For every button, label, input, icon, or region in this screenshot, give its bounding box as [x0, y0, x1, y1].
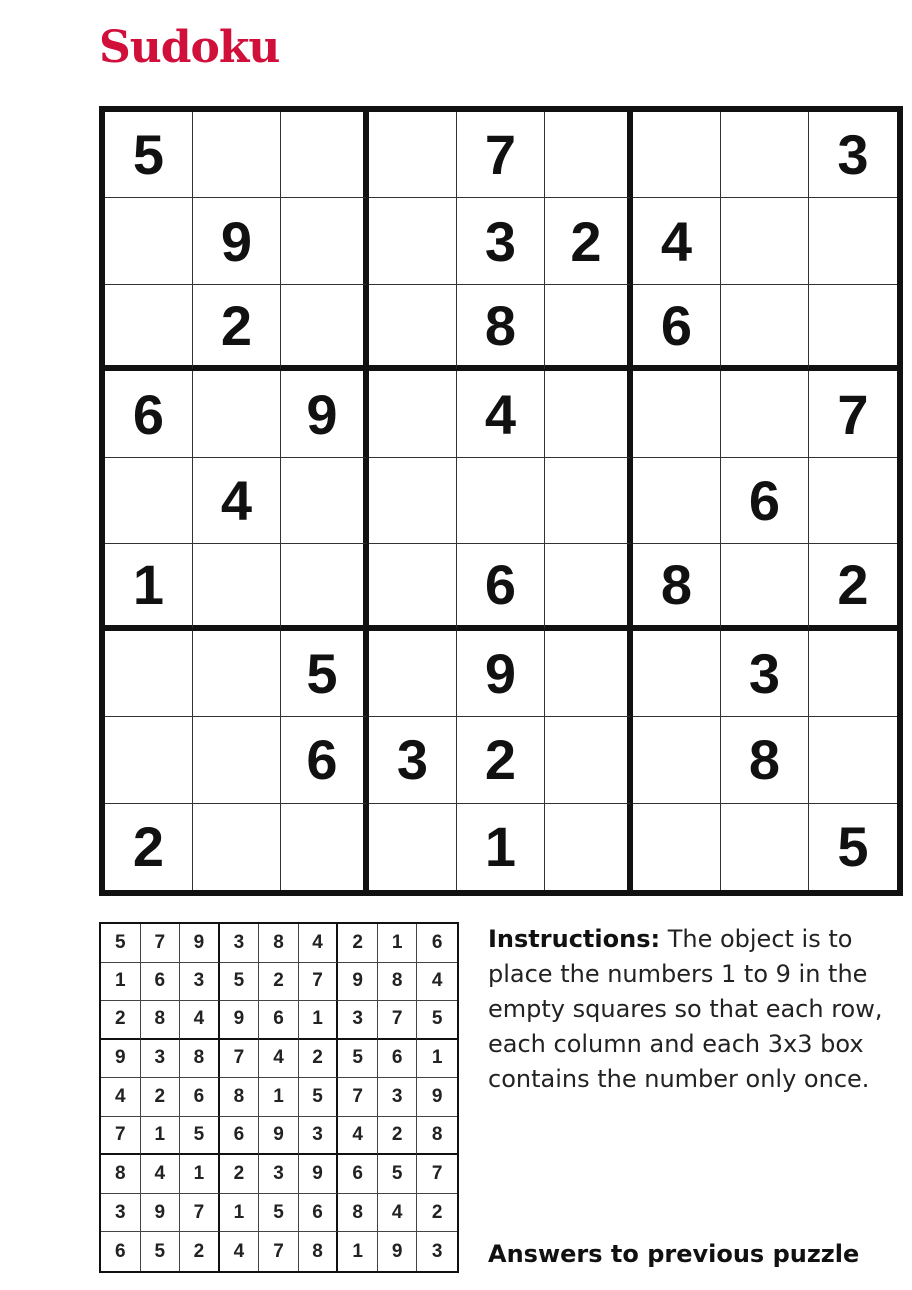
puzzle-cell-r1c7 — [633, 112, 721, 198]
answer-cell-r5c8: 3 — [378, 1078, 418, 1117]
puzzle-cell-r8c4: 3 — [369, 717, 457, 803]
puzzle-cell-r6c9: 2 — [809, 544, 897, 630]
puzzle-cell-r7c3: 5 — [281, 631, 369, 717]
answer-cell-r1c5: 8 — [259, 924, 299, 963]
puzzle-cell-r9c6 — [545, 804, 633, 890]
answer-cell-r8c6: 6 — [299, 1194, 339, 1233]
answer-cell-r2c5: 2 — [259, 963, 299, 1002]
answer-cell-r9c7: 1 — [338, 1232, 378, 1271]
puzzle-cell-r2c6: 2 — [545, 198, 633, 284]
puzzle-cell-r6c8 — [721, 544, 809, 630]
puzzle-cell-r7c4 — [369, 631, 457, 717]
puzzle-cell-r3c8 — [721, 285, 809, 371]
puzzle-cell-r3c5: 8 — [457, 285, 545, 371]
puzzle-cell-r1c4 — [369, 112, 457, 198]
answer-cell-r8c2: 9 — [141, 1194, 181, 1233]
puzzle-cell-r9c7 — [633, 804, 721, 890]
answer-cell-r3c8: 7 — [378, 1001, 418, 1040]
puzzle-cell-r3c4 — [369, 285, 457, 371]
answer-cell-r2c7: 9 — [338, 963, 378, 1002]
answer-cell-r1c7: 2 — [338, 924, 378, 963]
answer-cell-r7c9: 7 — [417, 1155, 457, 1194]
answer-cell-r9c4: 4 — [220, 1232, 260, 1271]
answer-cell-r7c1: 8 — [101, 1155, 141, 1194]
puzzle-cell-r5c5 — [457, 458, 545, 544]
puzzle-cell-r6c6 — [545, 544, 633, 630]
puzzle-cell-r1c8 — [721, 112, 809, 198]
puzzle-cell-r1c3 — [281, 112, 369, 198]
instructions-text: The object is to place the numbers 1 to 9 in the empty squares so that each row, each column and each 3x3 box contains the number only once. — [488, 925, 883, 1093]
puzzle-cell-r1c1: 5 — [105, 112, 193, 198]
answer-cell-r7c6: 9 — [299, 1155, 339, 1194]
answer-cell-r2c2: 6 — [141, 963, 181, 1002]
puzzle-cell-r3c9 — [809, 285, 897, 371]
answer-cell-r5c7: 7 — [338, 1078, 378, 1117]
answer-cell-r3c7: 3 — [338, 1001, 378, 1040]
puzzle-cell-r9c2 — [193, 804, 281, 890]
answer-cell-r4c4: 7 — [220, 1040, 260, 1079]
puzzle-cell-r3c7: 6 — [633, 285, 721, 371]
answer-cell-r9c1: 6 — [101, 1232, 141, 1271]
puzzle-cell-r2c8 — [721, 198, 809, 284]
puzzle-cell-r5c4 — [369, 458, 457, 544]
answer-cell-r8c8: 4 — [378, 1194, 418, 1233]
puzzle-cell-r7c1 — [105, 631, 193, 717]
puzzle-cell-r2c9 — [809, 198, 897, 284]
answer-cell-r8c1: 3 — [101, 1194, 141, 1233]
instructions-label: Instructions: — [488, 925, 661, 953]
answer-cell-r5c4: 8 — [220, 1078, 260, 1117]
puzzle-cell-r9c4 — [369, 804, 457, 890]
answer-cell-r3c4: 9 — [220, 1001, 260, 1040]
answer-cell-r2c9: 4 — [417, 963, 457, 1002]
puzzle-cell-r9c1: 2 — [105, 804, 193, 890]
page-title: Sudoku — [99, 22, 280, 73]
answer-cell-r1c2: 7 — [141, 924, 181, 963]
answer-cell-r8c7: 8 — [338, 1194, 378, 1233]
answer-cell-r1c1: 5 — [101, 924, 141, 963]
puzzle-cell-r8c6 — [545, 717, 633, 803]
answer-cell-r5c6: 5 — [299, 1078, 339, 1117]
puzzle-cell-r8c5: 2 — [457, 717, 545, 803]
puzzle-cell-r4c5: 4 — [457, 371, 545, 457]
answer-cell-r6c2: 1 — [141, 1117, 181, 1156]
puzzle-cell-r4c7 — [633, 371, 721, 457]
answer-cell-r3c6: 1 — [299, 1001, 339, 1040]
puzzle-cell-r6c4 — [369, 544, 457, 630]
puzzle-cell-r2c5: 3 — [457, 198, 545, 284]
instructions — [488, 922, 888, 1097]
puzzle-cell-r2c1 — [105, 198, 193, 284]
answer-cell-r9c6: 8 — [299, 1232, 339, 1271]
puzzle-cell-r1c6 — [545, 112, 633, 198]
puzzle-cell-r8c2 — [193, 717, 281, 803]
puzzle-cell-r7c8: 3 — [721, 631, 809, 717]
answer-cell-r1c6: 4 — [299, 924, 339, 963]
answer-cell-r4c8: 6 — [378, 1040, 418, 1079]
puzzle-cell-r9c3 — [281, 804, 369, 890]
answer-cell-r4c3: 8 — [180, 1040, 220, 1079]
puzzle-cell-r4c6 — [545, 371, 633, 457]
answer-cell-r7c5: 3 — [259, 1155, 299, 1194]
puzzle-cell-r6c1: 1 — [105, 544, 193, 630]
answer-cell-r1c3: 9 — [180, 924, 220, 963]
answer-cell-r7c2: 4 — [141, 1155, 181, 1194]
puzzle-cell-r8c9 — [809, 717, 897, 803]
puzzle-cell-r1c5: 7 — [457, 112, 545, 198]
puzzle-cell-r8c1 — [105, 717, 193, 803]
answer-cell-r8c9: 2 — [417, 1194, 457, 1233]
puzzle-cell-r1c2 — [193, 112, 281, 198]
puzzle-cell-r2c3 — [281, 198, 369, 284]
puzzle-cell-r7c2 — [193, 631, 281, 717]
puzzle-cell-r5c1 — [105, 458, 193, 544]
answer-cell-r9c3: 2 — [180, 1232, 220, 1271]
puzzle-cell-r8c3: 6 — [281, 717, 369, 803]
answer-cell-r4c9: 1 — [417, 1040, 457, 1079]
answer-cell-r3c5: 6 — [259, 1001, 299, 1040]
answer-cell-r8c5: 5 — [259, 1194, 299, 1233]
puzzle-cell-r8c7 — [633, 717, 721, 803]
puzzle-cell-r7c9 — [809, 631, 897, 717]
answer-cell-r8c3: 7 — [180, 1194, 220, 1233]
puzzle-cell-r7c7 — [633, 631, 721, 717]
puzzle-cell-r5c7 — [633, 458, 721, 544]
answer-cell-r3c9: 5 — [417, 1001, 457, 1040]
answer-cell-r5c9: 9 — [417, 1078, 457, 1117]
answer-cell-r2c3: 3 — [180, 963, 220, 1002]
puzzle-cell-r4c9: 7 — [809, 371, 897, 457]
answer-cell-r2c8: 8 — [378, 963, 418, 1002]
puzzle-cell-r5c8: 6 — [721, 458, 809, 544]
answer-cell-r3c3: 4 — [180, 1001, 220, 1040]
answer-cell-r4c6: 2 — [299, 1040, 339, 1079]
answer-cell-r7c4: 2 — [220, 1155, 260, 1194]
puzzle-cell-r4c4 — [369, 371, 457, 457]
answers-caption: Answers to previous puzzle — [488, 1240, 860, 1268]
answer-cell-r4c5: 4 — [259, 1040, 299, 1079]
answer-cell-r6c9: 8 — [417, 1117, 457, 1156]
answer-cell-r6c6: 3 — [299, 1117, 339, 1156]
puzzle-cell-r4c8 — [721, 371, 809, 457]
puzzle-cell-r7c6 — [545, 631, 633, 717]
puzzle-cell-r4c1: 6 — [105, 371, 193, 457]
puzzle-cell-r8c8: 8 — [721, 717, 809, 803]
puzzle-cell-r3c1 — [105, 285, 193, 371]
answer-cell-r5c2: 2 — [141, 1078, 181, 1117]
puzzle-cell-r3c3 — [281, 285, 369, 371]
puzzle-cell-r2c4 — [369, 198, 457, 284]
answer-cell-r6c8: 2 — [378, 1117, 418, 1156]
answer-cell-r8c4: 1 — [220, 1194, 260, 1233]
answer-cell-r6c4: 6 — [220, 1117, 260, 1156]
puzzle-cell-r1c9: 3 — [809, 112, 897, 198]
answer-cell-r5c5: 1 — [259, 1078, 299, 1117]
puzzle-cell-r2c2: 9 — [193, 198, 281, 284]
answer-cell-r7c7: 6 — [338, 1155, 378, 1194]
answer-cell-r7c8: 5 — [378, 1155, 418, 1194]
answer-cell-r5c1: 4 — [101, 1078, 141, 1117]
puzzle-cell-r3c2: 2 — [193, 285, 281, 371]
puzzle-cell-r3c6 — [545, 285, 633, 371]
puzzle-cell-r9c8 — [721, 804, 809, 890]
answer-cell-r1c9: 6 — [417, 924, 457, 963]
answer-cell-r4c2: 3 — [141, 1040, 181, 1079]
puzzle-cell-r6c7: 8 — [633, 544, 721, 630]
puzzle-cell-r6c5: 6 — [457, 544, 545, 630]
answer-cell-r6c7: 4 — [338, 1117, 378, 1156]
puzzle-cell-r2c7: 4 — [633, 198, 721, 284]
answer-cell-r1c4: 3 — [220, 924, 260, 963]
puzzle-cell-r5c2: 4 — [193, 458, 281, 544]
answer-cell-r6c3: 5 — [180, 1117, 220, 1156]
puzzle-cell-r9c5: 1 — [457, 804, 545, 890]
puzzle-cell-r5c6 — [545, 458, 633, 544]
previous-answer-grid — [99, 922, 459, 1273]
answer-cell-r3c2: 8 — [141, 1001, 181, 1040]
puzzle-cell-r5c9 — [809, 458, 897, 544]
puzzle-cell-r6c2 — [193, 544, 281, 630]
puzzle-cell-r6c3 — [281, 544, 369, 630]
puzzle-cell-r9c9: 5 — [837, 815, 869, 879]
answer-cell-r9c8: 9 — [378, 1232, 418, 1271]
answer-cell-r2c6: 7 — [299, 963, 339, 1002]
answer-cell-r9c9: 3 — [431, 1240, 443, 1262]
answer-cell-r6c1: 7 — [101, 1117, 141, 1156]
answer-cell-r4c7: 5 — [338, 1040, 378, 1079]
answer-cell-r2c1: 1 — [101, 963, 141, 1002]
answer-cell-r1c8: 1 — [378, 924, 418, 963]
puzzle-cell-r4c2 — [193, 371, 281, 457]
answer-cell-r5c3: 6 — [180, 1078, 220, 1117]
answer-cell-r6c5: 9 — [259, 1117, 299, 1156]
answer-cell-r3c1: 2 — [101, 1001, 141, 1040]
answer-cell-r9c2: 5 — [141, 1232, 181, 1271]
answer-cell-r4c1: 9 — [101, 1040, 141, 1079]
answer-cell-r7c3: 1 — [180, 1155, 220, 1194]
puzzle-cell-r4c3: 9 — [281, 371, 369, 457]
sudoku-puzzle-grid — [99, 106, 903, 896]
puzzle-cell-r5c3 — [281, 458, 369, 544]
answer-cell-r9c5: 7 — [259, 1232, 299, 1271]
puzzle-cell-r7c5: 9 — [457, 631, 545, 717]
answer-cell-r2c4: 5 — [220, 963, 260, 1002]
